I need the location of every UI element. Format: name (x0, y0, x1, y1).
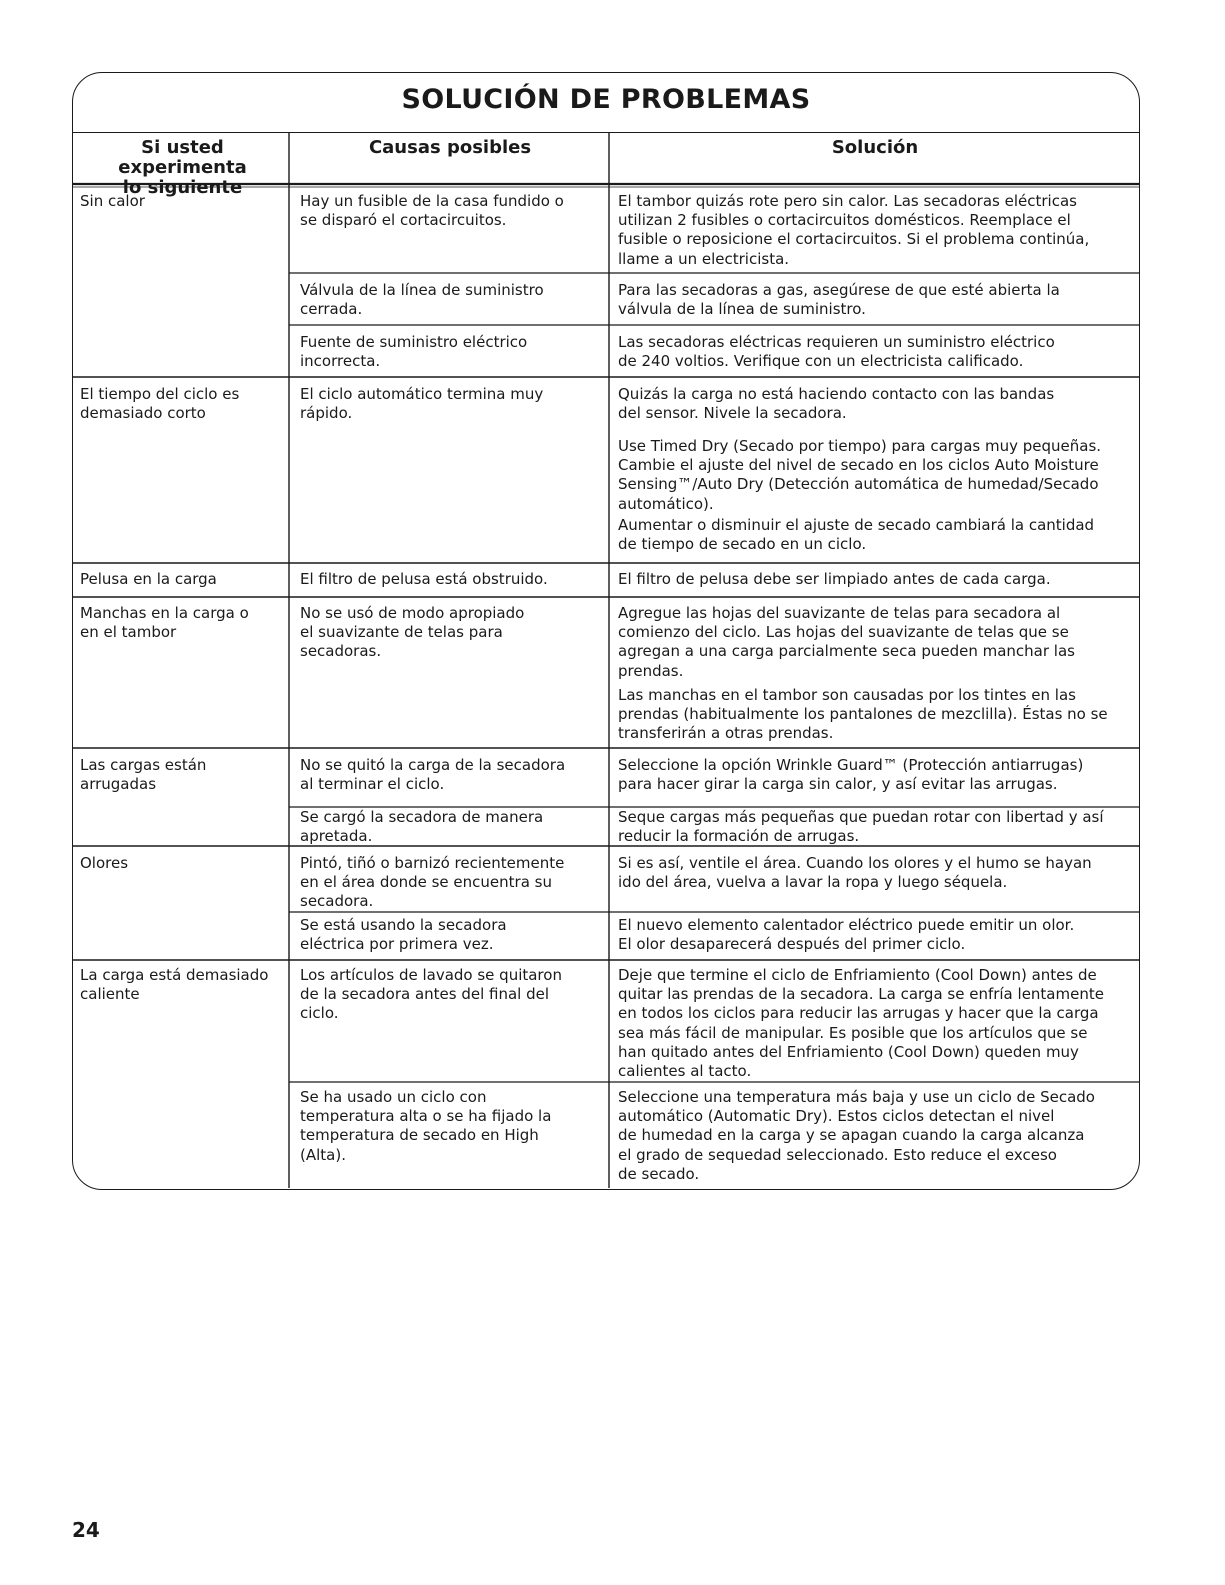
problem-text-line: La carga está demasiado (80, 966, 269, 984)
cause-cell (300, 281, 544, 319)
cause-text-line: apretada. (300, 827, 373, 846)
cause-text-line: el suavizante de telas para (300, 623, 503, 642)
solution-text-line: para hacer girar la carga sin calor, y así evitar las arrugas. (618, 775, 1058, 794)
cause-text-line: Fuente de suministro eléctrico (300, 333, 528, 351)
cause-text-line: temperatura alta o se ha fijado la (300, 1107, 552, 1126)
solution-text-line: Sensing™/Auto Dry (Detección automática de humedad/Secado (618, 475, 1099, 494)
solution-text-line: Para las secadoras a gas, asegúrese de que esté abierta la (618, 281, 1060, 299)
solution-cell (618, 192, 1089, 269)
cause-cell (300, 854, 564, 912)
problem-cell (80, 756, 206, 794)
solution-text-line: El olor desaparecerá después del primer ciclo. (618, 935, 966, 954)
cause-text-line: rápido. (300, 404, 353, 423)
solution-text-line: fusible o reposicione el cortacircuitos. Si el problema continúa, (618, 230, 1090, 249)
solution-text-line: de secado. (618, 1164, 700, 1183)
solution-text-line: han quitado antes del Enfriamiento (Cool Down) queden muy (618, 1042, 1079, 1061)
solution-text-line: agregan a una carga parcialmente seca pueden manchar las (618, 642, 1075, 661)
solution-cell (618, 756, 1083, 794)
header-problem-line-1: Si usted experimenta (118, 137, 247, 178)
solution-text-line: en todos los ciclos para reducir las arrugas y hacer que la carga (618, 1004, 1099, 1023)
solution-text-line: Seque cargas más pequeñas que puedan rotar con libertad y así (618, 808, 1104, 826)
problem-text-line: arrugadas (80, 775, 157, 794)
solution-cell (618, 916, 1074, 954)
solution-text-line: Seleccione una temperatura más baja y use un ciclo de Secado (618, 1088, 1095, 1106)
problem-text-line: caliente (80, 985, 140, 1004)
solution-text-line: El tambor quizás rote pero sin calor. Las secadoras eléctricas (618, 192, 1077, 210)
solution-text-line: prendas. (618, 661, 684, 680)
solution-text-line: utilizan 2 fusibles o cortacircuitos domésticos. Reemplace el (618, 211, 1071, 230)
page-title: SOLUCIÓN DE PROBLEMAS (401, 84, 811, 115)
cause-text-line: de la secadora antes del final del (300, 985, 550, 1004)
solution-cell (618, 516, 1094, 554)
cause-text-line: Se está usando la secadora (300, 916, 507, 934)
solution-cell (618, 281, 1060, 319)
problem-cell (80, 604, 249, 642)
solution-text-line: Quizás la carga no está haciendo contacto con las bandas (618, 385, 1055, 403)
cause-text-line: secadoras. (300, 642, 382, 661)
solution-text-line: de tiempo de secado en un ciclo. (618, 535, 867, 554)
solution-text-line: Aumentar o disminuir el ajuste de secado cambiará la cantidad (618, 516, 1095, 534)
cause-text-line: Válvula de la línea de suministro (300, 281, 544, 299)
problem-text-line: Manchas en la carga o (80, 604, 249, 622)
cause-text-line: al terminar el ciclo. (300, 775, 445, 794)
header-problem (80, 138, 285, 198)
solution-text-line: de 240 voltios. Verifique con un electricista calificado. (618, 352, 1024, 371)
problem-text-line: demasiado corto (80, 404, 206, 423)
problem-cell (80, 385, 239, 423)
problem-cell (80, 570, 217, 589)
solution-cell (618, 333, 1055, 371)
solution-text-line: Cambie el ajuste del nivel de secado en los ciclos Auto Moisture (618, 456, 1099, 475)
solution-text-line: Agregue las hojas del suavizante de telas para secadora al (618, 604, 1061, 622)
solution-cell (618, 437, 1101, 514)
solution-text-line: automático (Automatic Dry). Estos ciclos detectan el nivel (618, 1107, 1055, 1126)
cause-cell (300, 1088, 551, 1165)
problem-text-line: en el tambor (80, 623, 177, 642)
cause-text-line: incorrecta. (300, 352, 381, 371)
cause-cell (300, 756, 565, 794)
solution-text-line: Las manchas en el tambor son causadas por los tintes en las (618, 686, 1076, 704)
solution-text-line: sea más fácil de manipular. Es posible que los artículos que se (618, 1023, 1088, 1042)
problem-cell (80, 192, 145, 211)
cause-text-line: (Alta). (300, 1145, 346, 1164)
cause-cell (300, 916, 507, 954)
solution-text-line: Si es así, ventile el área. Cuando los olores y el humo se hayan (618, 854, 1092, 872)
solution-text-line: El filtro de pelusa debe ser limpiado antes de cada carga. (618, 570, 1051, 588)
problem-cell (80, 854, 128, 873)
solution-text-line: de humedad en la carga y se apagan cuando la carga alcanza (618, 1126, 1085, 1145)
solution-cell (618, 854, 1092, 892)
cause-text-line: El filtro de pelusa está obstruido. (300, 570, 548, 588)
solution-text-line: ido del área, vuelva a lavar la ropa y luego séquela. (618, 873, 1008, 892)
cause-cell (300, 966, 562, 1024)
solution-cell (618, 1088, 1095, 1184)
cause-text-line: Pintó, tiñó o barnizó recientemente (300, 854, 565, 872)
page-number: 24 (72, 1518, 100, 1542)
solution-text-line: del sensor. Nivele la secadora. (618, 404, 847, 423)
cause-cell (300, 333, 527, 371)
solution-text-line: reducir la formación de arrugas. (618, 827, 860, 846)
cause-text-line: en el área donde se encuentra su (300, 873, 552, 892)
cause-text-line: Los artículos de lavado se quitaron (300, 966, 562, 984)
solution-text-line: automático). (618, 494, 714, 513)
cause-text-line: cerrada. (300, 300, 363, 319)
cause-cell (300, 604, 524, 662)
cause-text-line: se disparó el cortacircuitos. (300, 211, 507, 230)
solution-text-line: Use Timed Dry (Secado por tiempo) para cargas muy pequeñas. (618, 437, 1102, 455)
solution-cell (618, 385, 1054, 423)
cause-text-line: secadora. (300, 892, 374, 911)
header-solution: Solución (831, 137, 919, 158)
cause-text-line: No se quitó la carga de la secadora (300, 756, 566, 774)
cause-text-line: ciclo. (300, 1004, 339, 1023)
solution-text-line: válvula de la línea de suministro. (618, 300, 866, 319)
solution-text-line: calientes al tacto. (618, 1062, 752, 1081)
solution-text-line: quitar las prendas de la secadora. La carga se enfría lentamente (618, 985, 1104, 1004)
header-problem-line-2: lo siguiente (122, 177, 243, 198)
cause-text-line: Se ha usado un ciclo con (300, 1088, 487, 1106)
solution-cell (618, 570, 1051, 589)
solution-cell (618, 808, 1104, 846)
problem-text-line: El tiempo del ciclo es (80, 385, 240, 403)
cause-cell (300, 385, 543, 423)
problem-text-line: Sin calor (80, 192, 145, 210)
cause-cell (300, 570, 548, 589)
problem-text-line: Pelusa en la carga (80, 570, 217, 588)
cause-text-line: temperatura de secado en High (300, 1126, 539, 1145)
cause-text-line: Hay un fusible de la casa fundido o (300, 192, 564, 210)
solution-text-line: el grado de sequedad seleccionado. Esto reduce el exceso (618, 1145, 1057, 1164)
header-cause: Causas posibles (368, 137, 532, 158)
cause-text-line: Se cargó la secadora de manera (300, 808, 544, 826)
problem-cell (80, 966, 268, 1004)
solution-text-line: Las secadoras eléctricas requieren un suministro eléctrico (618, 333, 1055, 351)
solution-cell (618, 604, 1075, 681)
problem-text-line: Olores (80, 854, 129, 872)
solution-text-line: transferirán a otras prendas. (618, 724, 834, 743)
title-divider (72, 132, 1140, 133)
solution-cell (618, 686, 1108, 744)
solution-text-line: prendas (habitualmente los pantalones de mezclilla). Éstas no se (618, 705, 1108, 724)
solution-text-line: llame a un electricista. (618, 249, 790, 268)
cause-cell (300, 192, 564, 230)
solution-text-line: El nuevo elemento calentador eléctrico puede emitir un olor. (618, 916, 1075, 934)
cause-cell (300, 808, 543, 846)
solution-cell (618, 966, 1104, 1081)
problem-text-line: Las cargas están (80, 756, 207, 774)
solution-text-line: Deje que termine el ciclo de Enfriamiento (Cool Down) antes de (618, 966, 1097, 984)
cause-text-line: No se usó de modo apropiado (300, 604, 525, 622)
solution-text-line: comienzo del ciclo. Las hojas del suavizante de telas que se (618, 623, 1069, 642)
cause-text-line: El ciclo automático termina muy (300, 385, 544, 403)
cause-text-line: eléctrica por primera vez. (300, 935, 494, 954)
solution-text-line: Seleccione la opción Wrinkle Guard™ (Protección antiarrugas) (618, 756, 1084, 774)
